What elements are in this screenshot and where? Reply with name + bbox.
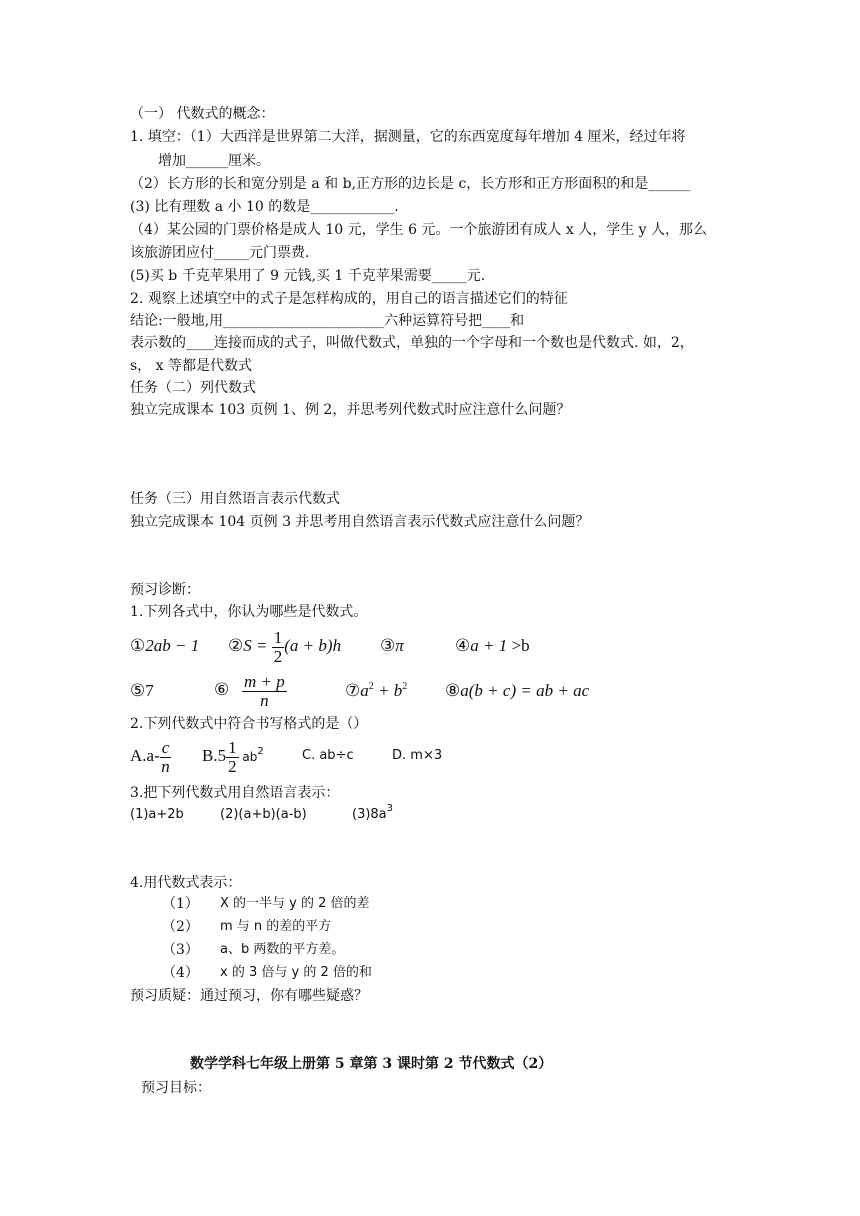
q4-item-4: （4） x 的 3 倍与 y 的 2 倍的和 [162,965,372,981]
question-1-line-2: 增加______厘米。 [158,153,270,169]
q3-item-2: (2)(a+b)(a-b) [220,807,307,822]
formula-6: ⑥ $\frac{m + p}{n}$ [214,671,285,710]
question-1-part-3: (3) 比有理数 a 小 10 的数是____________. [130,199,399,215]
option-b: B.5 $\frac{1}{2}$ $ab^2$ [202,737,264,776]
q3-item-1: (1)a+2b [130,807,184,822]
formula-3: ③π [380,636,404,655]
q4-item-3: （3） a、b 两数的平方差。 [162,942,345,958]
task-2-title: 任务（二）列代数式 [130,380,256,396]
task-3-text: 独立完成课本 104 页例 3 并思考用自然语言表示代数式应注意什么问题？ [130,514,590,530]
question-2: 2. 观察上述填空中的式子是怎样构成的，用自己的语言描述它们的特征 [130,291,568,307]
q3-item-3: $(3)8a^3$ [352,803,394,822]
question-1-part-4-line-1: （4）某公园的门票价格是成人 10 元，学生 6 元。一个旅游团有成人 x 人，学生 y 人，那么 [130,222,708,238]
option-d: D. m×3 [392,748,443,763]
formula-8: ⑧a(b + c) = ab + ac [445,681,590,700]
option-c: C. ab÷c [302,748,354,763]
formula-1: ①2ab − 1 [130,636,200,655]
formula-4: ④a + 1 >b [455,636,530,655]
diagnosis-question-2: 2.下列代数式中符合书写格式的是（） [130,716,368,732]
formula-2: ②S = $\frac{1}{2}$ (a + b)h [228,627,342,666]
diagnosis-question-4: 4.用代数式表示： [130,875,242,891]
lesson-title: 数学学科七年级上册第 5 章第 3 课时第 2 节代数式（2） [190,1056,553,1072]
conclusion-line-1: 结论:一般地,用_______________________六种运算符号把____和 [130,313,525,329]
diagnosis-title: 预习诊断： [130,582,200,598]
diagnosis-question-3: 3.把下列代数式用自然语言表示： [130,785,340,801]
formula-7: $⑦a^2 + b^2$ [345,681,408,700]
conclusion-line-2: 表示数的____连接而成的式子，叫做代数式，单独的一个字母和一个数也是代数式. 如，2， [130,335,694,351]
q4-item-1: （1） X 的一半与 y 的 2 倍的差 [162,896,370,912]
preview-doubt: 预习质疑：通过预习，你有哪些疑惑？ [130,988,368,1004]
diagnosis-question-1: 1.下列各式中，你认为哪些是代数式。 [130,604,368,620]
question-1-part-4-line-2: 该旅游团应付_____元门票费. [130,245,310,261]
option-a: A.a- $\frac{c}{n}$ [130,737,170,776]
task-3-title: 任务（三）用自然语言表示代数式 [130,491,340,507]
formula-5: ⑤7 [130,681,154,700]
question-1-line-1: 1. 填空：（1）大西洋是世界第二大洋，据测量，它的东西宽度每年增加 4 厘米，经过年将 [130,129,686,145]
q4-item-2: （2） m 与 n 的差的平方 [162,919,332,935]
preview-goal: 预习目标： [141,1080,211,1096]
question-1-part-2: （2）长方形的长和宽分别是 a 和 b,正方形的边长是 c，长方形和正方形面积的和是______ [130,176,691,192]
task-2-text: 独立完成课本 103 页例 1、例 2，并思考列代数式时应注意什么问题？ [130,402,571,418]
question-1-part-5: (5)买 b 千克苹果用了 9 元钱,买 1 千克苹果需要_____元. [130,268,486,284]
section-heading: （一） 代数式的概念： [130,106,275,122]
conclusion-line-3: s， x 等都是代数式 [130,358,252,374]
